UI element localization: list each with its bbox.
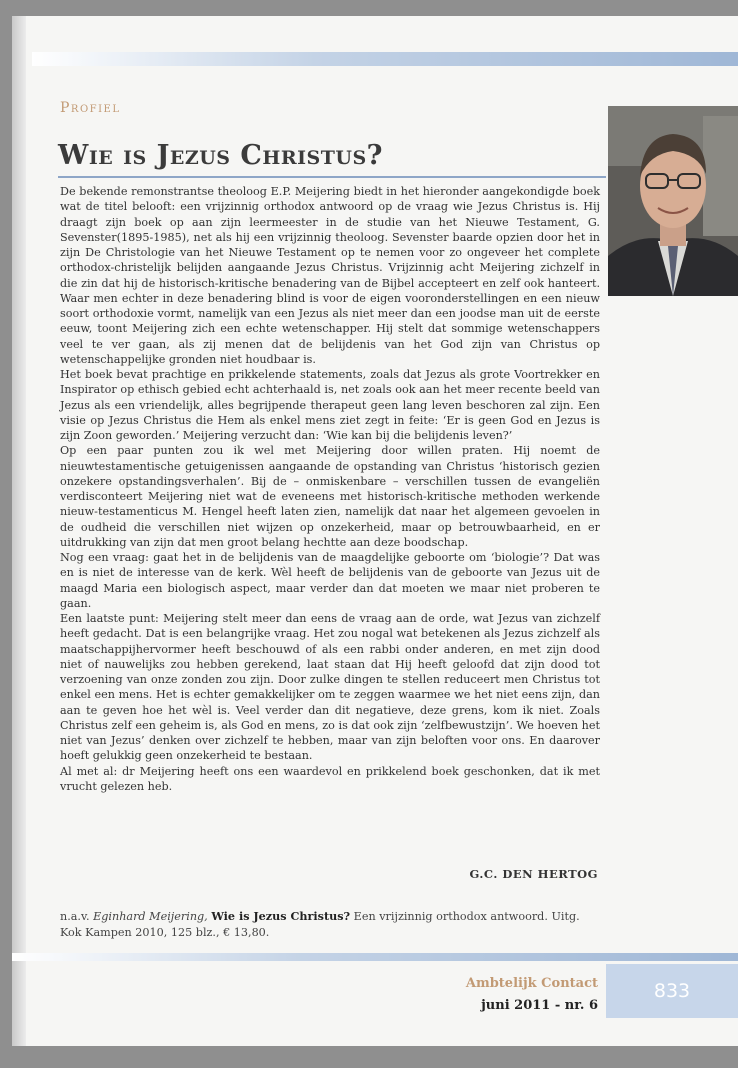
journal-name: Ambtelijk Contact bbox=[465, 976, 598, 991]
paragraph: Het boek bevat prachtige en prikkelende statements, zoals dat Jezus als grote Voortrekker en Inspirator op ethisch gebied echt achterhaald is, net zoals ook aan het meer recente beeld van Jezus als een vriendelijk, alles begrijpende therapeut geen lang leven beschoren zal zijn. Een visie op Jezus Christus die Hem als enkel mens ziet zegt in feite: ‘Er is geen God en Jezus is zijn Zoon geworden.’ Meijering verzucht dan: ‘Wie kan bij die belijdenis leven?’ bbox=[60, 368, 600, 442]
reference-prefix: n.a.v. bbox=[60, 910, 94, 923]
paragraph: Nog een vraag: gaat het in de belijdenis van de maagdelijke geboorte om ‘biologie’? Dat was en is niet de interesse van de kerk. Wèl heeft de belijdenis van de geboorte van Jezus uit de maagd Maria een biologisch aspect, maar verder dan dat moeten we maar niet proberen te gaan. bbox=[60, 551, 600, 610]
issue-info: juni 2011 - nr. 6 bbox=[481, 998, 598, 1013]
book-author: Eginhard Meijering, bbox=[93, 910, 208, 923]
magazine-page bbox=[12, 16, 738, 1046]
author-photo bbox=[608, 106, 738, 296]
paragraph: Op een paar punten zou ik wel met Meijering door willen praten. Hij noemt de nieuwtestamentische getuigenissen aangaande de opstanding van Christus ‘historisch gezien onzekere opstandingsverhalen’. Bij de – onmiskenbare – verschillen tussen de evangeliën verdisconteert Meijering niet wat de eveneens met historisch-kritische methoden werkende nieuw-testamenticus M. Hengel heeft laten zien, namelijk dat naar het algemeen gevoelen in de oudheid die verschillen niet wijzen op onzekerheid, maar op betrouwbaarheid, en er uitdrukking van zijn dat men groot belang hechtte aan deze boodschap. bbox=[60, 444, 600, 549]
book-details: Een vrijzinnig orthodox antwoord. Uitg. Kok Kampen 2010, 125 blz., € 13,80. bbox=[60, 910, 580, 939]
page-spine-shadow bbox=[12, 16, 26, 1046]
top-color-band bbox=[32, 52, 738, 66]
paragraph: Al met al: dr Meijering heeft ons een waardevol en prikkelend boek geschonken, dat ik met vrucht gelezen heb. bbox=[60, 764, 600, 793]
bottom-color-band bbox=[12, 953, 738, 961]
title-underline bbox=[58, 176, 606, 178]
paragraph: De bekende remonstrantse theoloog E.P. Meijering biedt in het hieronder aangekondigde boek wat de titel belooft: een vrijzinnig orthodox antwoord op de vraag wie Jezus Christus is. Hij draagt zijn boek op aan zijn leermeester in de studie van het Nieuwe Testament, G. Sevenster(1895-1985), net als hij een vrijzinnig theoloog. Sevenster baarde opzien door het in zijn De Christologie van het Nieuwe Testament op te nemen voor zo ongeveer het complete orthodox-christelijk belijden aangaande Jezus Christus. Vrijzinnig acht Meijering zichzelf in die zin dat hij de historisch-kritische benadering van de Bijbel accepteert en zelf ook hanteert. Waar men echter in deze benadering blind is voor de eigen vooronderstellingen en een nieuw soort orthodoxie vormt, namelijk van een Jezus als niet meer dan een joodse man uit de eerste eeuw, toont Meijering zich een echte wetenschapper. Hij stelt dat sommige wetenschappers veel te ver gaan, als zij menen dat de belijdenis van het God zijn van Christus op wetenschappelijke gronden niet houdbaar is. bbox=[60, 185, 600, 366]
section-label: Profiel bbox=[60, 100, 121, 116]
book-title: Wie is Jezus Christus? bbox=[211, 909, 351, 923]
author-signature: G.C. DEN HERTOG bbox=[469, 867, 598, 881]
page-number: 833 bbox=[606, 964, 738, 1018]
article-title: Wie is Jezus Christus? bbox=[58, 140, 384, 171]
paragraph: Een laatste punt: Meijering stelt meer dan eens de vraag aan de orde, wat Jezus van zichzelf heeft gedacht. Dat is een belangrijke vraag. Het zou nogal wat betekenen als Jezus zichzelf als maatschappijhervormer heeft beschouwd of als een rabbi onder anderen, en met zijn dood niet of nauwelijks zou hebben gerekend, laat staan dat Hij heeft geloofd dat zijn dood tot verzoening van onze zonden zou zijn. Door zulke dingen te stellen reduceert men Christus tot enkel een mens. Het is echter gemakkelijker om te zeggen waarmee we het niet eens zijn, dan aan te geven hoe het wèl is. Veel verder dan dit negatieve, deze grens, kom ik niet. Zoals Christus zelf een geheim is, als God en mens, zo is dat ook zijn ‘zelfbewustzijn’. We hoeven het niet van Jezus’ denken over zichzelf te hebben, maar van zijn beloften voor ons. En daarover hoeft gelukkig geen onzekerheid te bestaan. bbox=[60, 612, 600, 763]
book-reference bbox=[60, 908, 600, 941]
article-body bbox=[60, 184, 600, 794]
